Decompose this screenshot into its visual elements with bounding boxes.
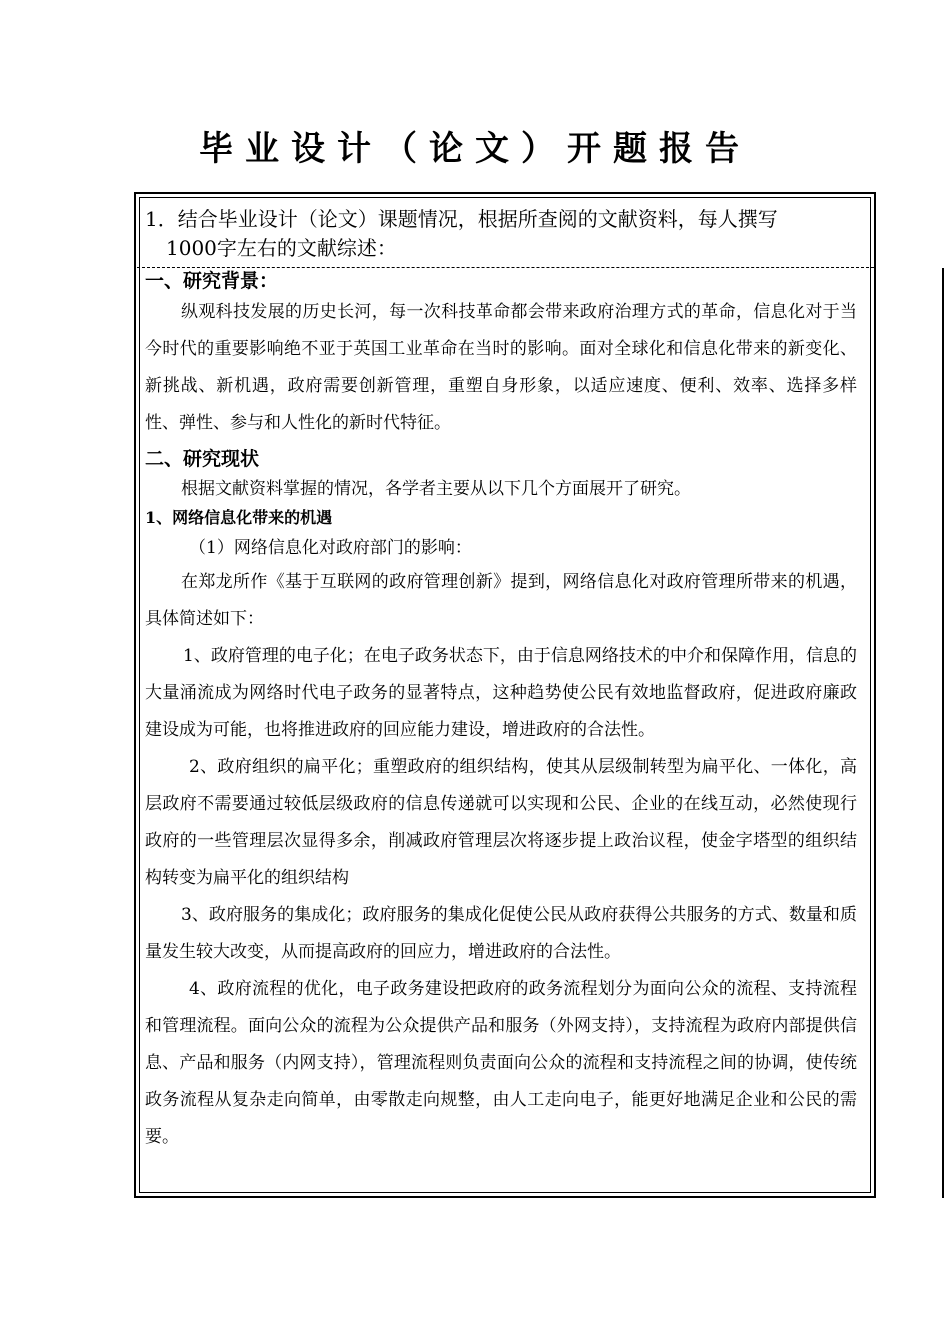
- section-heading-background: 一、研究背景：: [145, 270, 279, 292]
- point-paragraph: 1、政府管理的电子化；在电子政务状态下，由于信息网络技术的中介和保障作用，信息的大量涌流成为网络时代电子政务的显著特点，这种趋势使公民有效地监督政府，促进政府廉政建设成为可能，也将推进政府的回应能力建设，增进政府的合法性。: [145, 646, 857, 740]
- page-title: 毕业设计（论文）开题报告: [199, 129, 751, 169]
- prompt-line-1: 1．结合毕业设计（论文）课题情况，根据所查阅的文献资料，每人撰写: [145, 207, 778, 231]
- review-body: [145, 268, 857, 1156]
- lead-paragraph: 在郑龙所作《基于互联网的政府管理创新》提到，网络信息化对政府管理所带来的机遇，具体简述如下：: [145, 572, 857, 629]
- background-paragraph: 纵观科技发展的历史长河，每一次科技革命都会带来政府治理方式的革命，信息化对于当今时代的重要影响绝不亚于英国工业革命在当时的影响。面对全球化和信息化带来的新变化、新挑战、新机遇，政府需要创新管理，重塑自身形象，以适应速度、便利、效率、选择多样性、弹性、参与和人性化的新时代特征。: [145, 302, 857, 433]
- sub-item-impact: （1）网络信息化对政府部门的影响：: [189, 538, 472, 558]
- point-paragraph: 4、政府流程的优化，电子政务建设把政府的政务流程划分为面向公众的流程、支持流程和管理流程。面向公众的流程为公众提供产品和服务（外网支持），支持流程为政府内部提供信息、产品和服务（内网支持），管理流程则负责面向公众的流程和支持流程之间的协调，使传统政务流程从复杂走向简单，由零散走向规整，由人工走向电子，能更好地满足企业和公民的需要。: [145, 979, 857, 1147]
- status-intro: 根据文献资料掌握的情况，各学者主要从以下几个方面展开了研究。: [181, 479, 691, 499]
- page-edge-rule: [942, 268, 944, 1198]
- sub-heading-opportunities: 1、网络信息化带来的机遇: [145, 508, 333, 527]
- point-paragraph: 2、政府组织的扁平化；重塑政府的组织结构，使其从层级制转型为扁平化、一体化，高层政府不需要通过较低层级政府的信息传递就可以实现和公民、企业的在线互动，必然使现行政府的一些管理层次显得多余，削减政府管理层次将逐步提上政治议程，使金字塔型的组织结构转变为扁平化的组织结构: [145, 757, 857, 888]
- instruction-prompt: [145, 205, 857, 263]
- point-paragraph: 3、政府服务的集成化；政府服务的集成化促使公民从政府获得公共服务的方式、数量和质量发生较大改变，从而提高政府的回应力，增进政府的合法性。: [145, 905, 857, 962]
- section-heading-status: 二、研究现状: [145, 448, 260, 470]
- prompt-line-2: 1000字左右的文献综述：: [166, 236, 397, 260]
